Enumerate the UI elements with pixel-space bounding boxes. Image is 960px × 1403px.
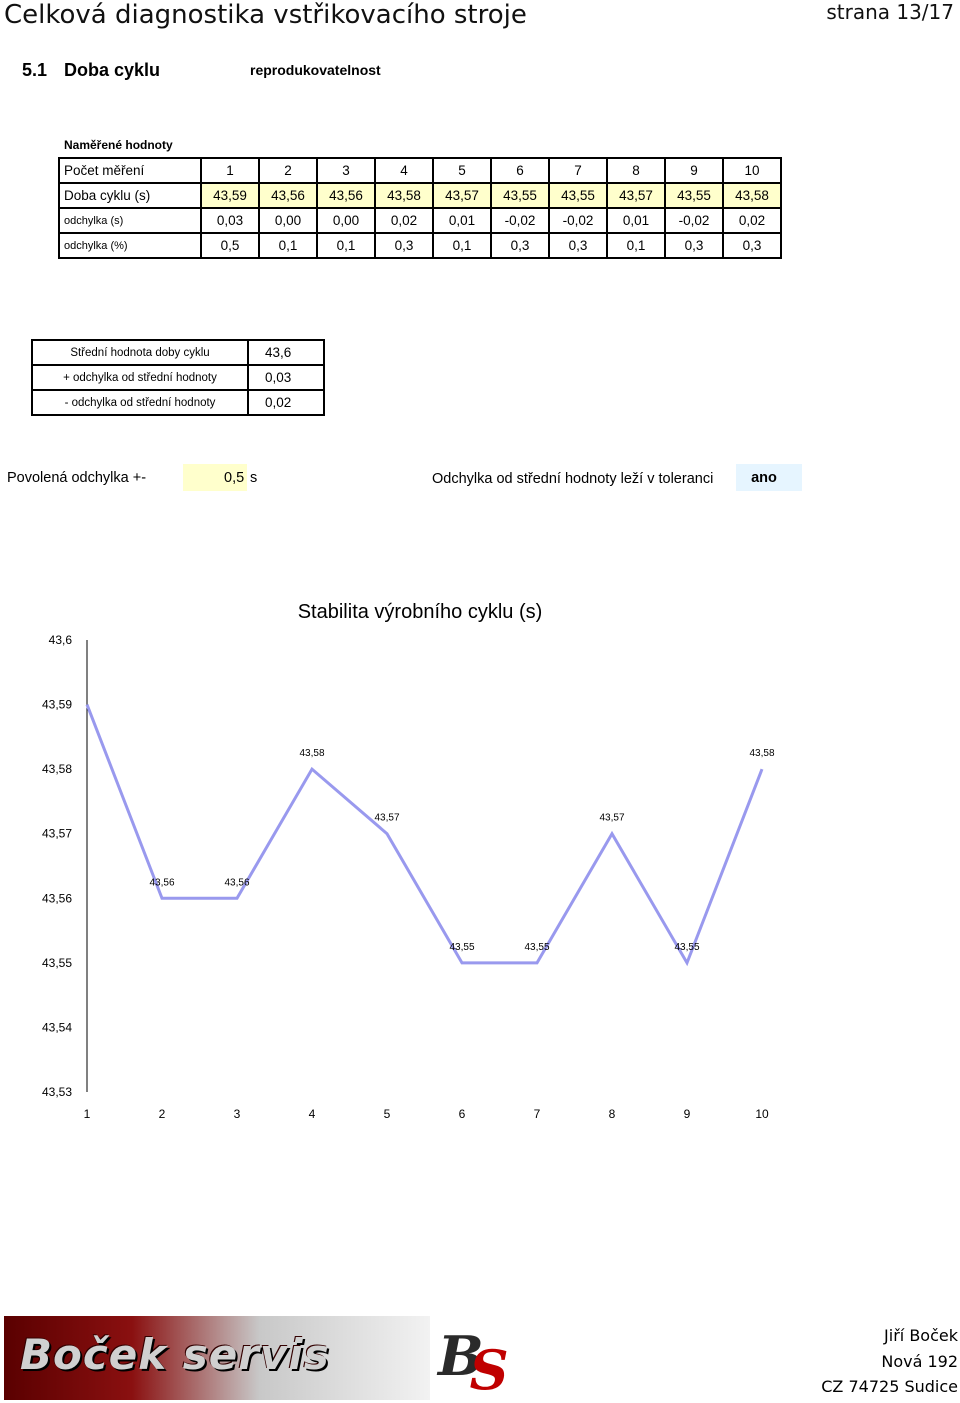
data-label: 43,55 xyxy=(449,941,475,953)
measurement-cell: 0,00 xyxy=(259,208,317,233)
stat-value: 43,6 xyxy=(248,340,324,365)
y-tick-label: 43,58 xyxy=(41,762,72,777)
page-number: strana 13/17 xyxy=(826,0,954,24)
measurement-cell: 0,3 xyxy=(723,233,781,258)
measurement-cell: 43,55 xyxy=(549,183,607,208)
x-tick-label: 2 xyxy=(158,1107,166,1121)
y-tick-label: 43,54 xyxy=(41,1020,72,1035)
measurement-cell: 0,02 xyxy=(375,208,433,233)
measurement-cell: 43,56 xyxy=(317,183,375,208)
stat-value: 0,02 xyxy=(248,390,324,415)
statistics-table xyxy=(31,339,325,416)
measurement-cell: 3 xyxy=(317,158,375,183)
document-title: Celková diagnostika vstřikovacího stroje xyxy=(4,0,527,30)
data-label: 43,58 xyxy=(749,748,775,760)
measurement-cell: 0,3 xyxy=(375,233,433,258)
tolerance-result-label: Odchylka od střední hodnoty leží v toleranci xyxy=(432,471,714,487)
measurement-cell: 0,1 xyxy=(433,233,491,258)
measurement-row xyxy=(59,183,781,208)
section-title: Doba cyklu xyxy=(64,60,161,80)
measurement-cell: 43,57 xyxy=(433,183,491,208)
stat-label: + odchylka od střední hodnoty xyxy=(32,365,248,390)
series-line xyxy=(87,705,762,963)
x-tick-label: 4 xyxy=(308,1107,316,1121)
x-tick-label: 9 xyxy=(683,1107,691,1121)
row-label: Počet měření xyxy=(59,158,201,183)
data-label: 43,55 xyxy=(674,941,700,953)
stability-line-chart xyxy=(0,580,960,1140)
company-logo-text: Boček servis xyxy=(20,1330,330,1379)
measurement-cell: 2 xyxy=(259,158,317,183)
measurement-cell: 0,03 xyxy=(201,208,259,233)
tolerance-unit: s xyxy=(250,470,258,486)
measurement-cell: 43,59 xyxy=(201,183,259,208)
x-tick-label: 1 xyxy=(83,1107,91,1121)
measurement-row xyxy=(59,233,781,258)
measurement-cell: 10 xyxy=(723,158,781,183)
section-number: 5.1 xyxy=(22,60,48,80)
tolerance-value: 0,5 xyxy=(224,470,245,486)
measurement-cell: 0,02 xyxy=(723,208,781,233)
stat-value: 0,03 xyxy=(248,365,324,390)
measurement-cell: 43,57 xyxy=(607,183,665,208)
address-city: CZ 74725 Sudice xyxy=(821,1377,958,1396)
measurement-cell: -0,02 xyxy=(491,208,549,233)
x-tick-label: 3 xyxy=(233,1107,241,1121)
x-tick-label: 10 xyxy=(755,1107,769,1121)
measurement-cell: -0,02 xyxy=(549,208,607,233)
measurement-cell: 6 xyxy=(491,158,549,183)
measurement-cell: 0,1 xyxy=(607,233,665,258)
measurement-cell: 0,3 xyxy=(491,233,549,258)
data-label: 43,55 xyxy=(524,941,550,953)
measurement-cell: 0,01 xyxy=(607,208,665,233)
measurement-cell: 43,55 xyxy=(665,183,723,208)
measurement-cell: 43,58 xyxy=(375,183,433,208)
bs-logo-icon: BS xyxy=(438,1324,509,1402)
measurement-cell: 0,1 xyxy=(259,233,317,258)
measurement-cell: 0,00 xyxy=(317,208,375,233)
measurement-cell: 4 xyxy=(375,158,433,183)
footer xyxy=(0,1312,960,1403)
tolerance-result-value: ano xyxy=(751,470,777,486)
data-label: 43,57 xyxy=(599,812,625,824)
address-name: Jiří Boček xyxy=(884,1326,958,1345)
measurement-cell: 7 xyxy=(549,158,607,183)
measurement-cell: 0,3 xyxy=(665,233,723,258)
x-tick-label: 8 xyxy=(608,1107,616,1121)
stat-row xyxy=(32,340,324,365)
section-subtitle: reprodukovatelnost xyxy=(250,62,381,78)
x-tick-label: 6 xyxy=(458,1107,466,1121)
data-label: 43,58 xyxy=(299,748,325,760)
measurements-table xyxy=(58,157,782,259)
measurement-cell: 8 xyxy=(607,158,665,183)
measurement-row xyxy=(59,208,781,233)
measurement-cell: 0,1 xyxy=(317,233,375,258)
measurement-cell: 0,3 xyxy=(549,233,607,258)
measurement-cell: 9 xyxy=(665,158,723,183)
y-tick-label: 43,59 xyxy=(41,697,72,712)
measurement-cell: 5 xyxy=(433,158,491,183)
row-label: odchylka (%) xyxy=(59,233,201,258)
measurement-cell: 0,01 xyxy=(433,208,491,233)
data-label: 43,57 xyxy=(374,812,400,824)
stat-row xyxy=(32,365,324,390)
y-tick-label: 43,55 xyxy=(41,955,72,970)
stat-row xyxy=(32,390,324,415)
y-tick-label: 43,56 xyxy=(41,891,72,906)
chart-title: Stabilita výrobního cyklu (s) xyxy=(297,601,543,623)
data-label: 43,56 xyxy=(224,877,250,889)
x-tick-label: 5 xyxy=(383,1107,391,1121)
row-label: odchylka (s) xyxy=(59,208,201,233)
measurement-cell: 0,5 xyxy=(201,233,259,258)
y-tick-label: 43,53 xyxy=(41,1085,72,1099)
measurement-cell: 43,56 xyxy=(259,183,317,208)
y-tick-label: 43,6 xyxy=(48,633,72,647)
measurement-row xyxy=(59,158,781,183)
y-tick-label: 43,57 xyxy=(41,826,72,841)
measurement-cell: 43,58 xyxy=(723,183,781,208)
tolerance-label: Povolená odchylka +- xyxy=(7,470,147,486)
company-logo-banner xyxy=(4,1316,430,1400)
stat-label: Střední hodnota doby cyklu xyxy=(32,340,248,365)
measurements-heading: Naměřené hodnoty xyxy=(64,138,173,152)
row-label: Doba cyklu (s) xyxy=(59,183,201,208)
measurement-cell: 1 xyxy=(201,158,259,183)
measurement-cell: 43,55 xyxy=(491,183,549,208)
measurement-cell: -0,02 xyxy=(665,208,723,233)
address-street: Nová 192 xyxy=(881,1352,958,1371)
x-tick-label: 7 xyxy=(533,1107,541,1121)
data-label: 43,56 xyxy=(149,877,175,889)
stat-label: - odchylka od střední hodnoty xyxy=(32,390,248,415)
